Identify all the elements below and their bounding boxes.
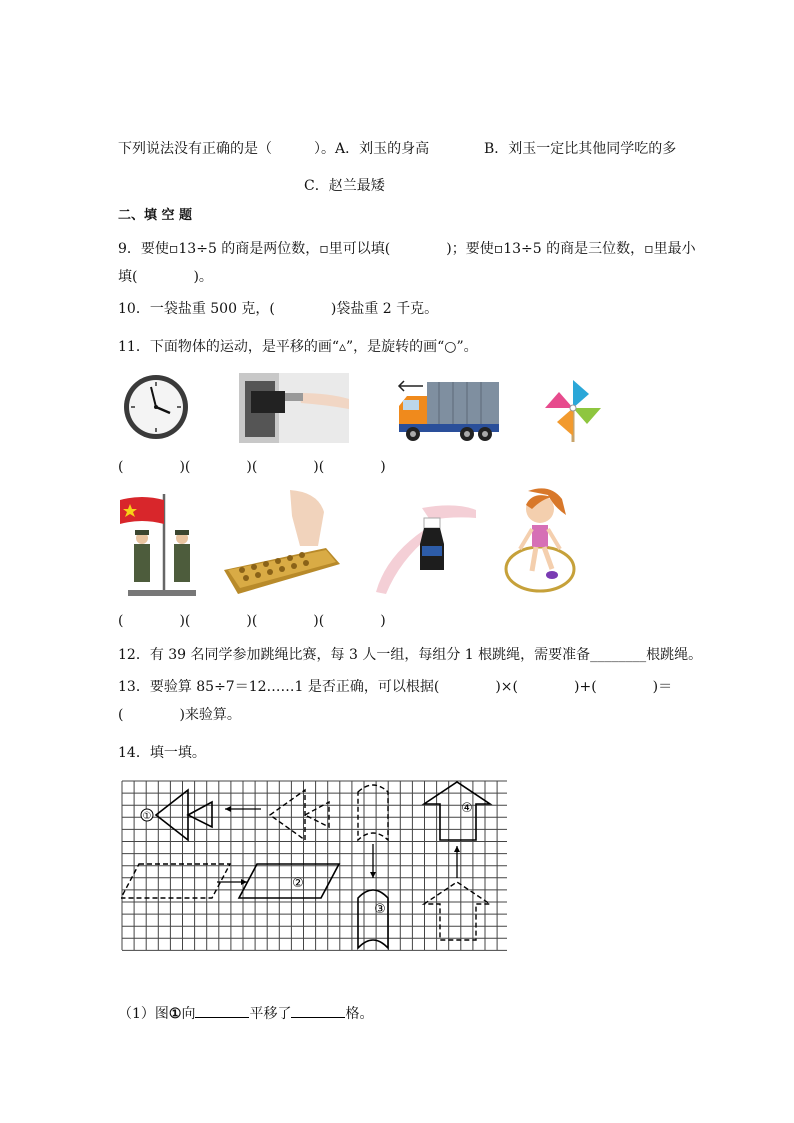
- q8-option-b: B．刘玉一定比其他同学吃的多: [484, 141, 677, 157]
- shape1-solid: [156, 790, 212, 840]
- q11-text: 11．下面物体的运动，是平移的画“▵”，是旋转的画“○”。: [118, 339, 478, 355]
- sub1-blank-direction[interactable]: [195, 1003, 249, 1018]
- sub1-shape-number: ①: [168, 1006, 182, 1022]
- drawer-icon: [239, 373, 349, 443]
- jump-rope-girl-icon: [502, 485, 580, 597]
- label-shape4: ④: [461, 801, 473, 816]
- truck-icon: [395, 378, 501, 444]
- translation-grid: [121, 780, 509, 952]
- pinwheel-icon: [543, 378, 605, 442]
- q8-text: 下列说法没有正确的是（ ）。A．刘玉的身高: [118, 141, 430, 157]
- row1-answer-blanks[interactable]: ( )( )( )( ): [118, 459, 386, 475]
- q10-text: 10．一袋盐重 500 克，( )袋盐重 2 千克。: [118, 301, 439, 317]
- q13-line2: ( )来验算。: [118, 707, 241, 723]
- shape3-solid: [358, 890, 388, 948]
- flag-raising-icon: [120, 490, 200, 600]
- clock-icon: [122, 373, 190, 441]
- q12-text: 12．有 39 名同学参加跳绳比赛，每 3 人一组，每组分 1 根跳绳，需要准备________根跳绳。: [118, 647, 703, 663]
- shape2-solid: [239, 864, 339, 898]
- abacus-icon: [222, 490, 340, 598]
- shape2-dashed: [121, 864, 230, 898]
- bottle-opening-icon: [366, 496, 478, 596]
- row2-answer-blanks[interactable]: ( )( )( )( ): [118, 613, 386, 629]
- sub1-mid1: 向: [181, 1006, 196, 1022]
- label-shape3: ③: [374, 902, 386, 917]
- sub1-suffix: 格。: [345, 1006, 374, 1022]
- sub1-line: [118, 1003, 373, 1023]
- q13-line1: 13．要验算 85÷7＝12……1 是否正确，可以根据( )×( )+( )＝: [118, 679, 673, 695]
- q14-text: 14．填一填。: [118, 745, 206, 761]
- q9-line2: 填( )。: [118, 269, 213, 285]
- q8-option-c: C．赵兰最矮: [304, 178, 385, 194]
- sub1-blank-count[interactable]: [291, 1003, 345, 1018]
- shape4-dashed: [424, 882, 490, 940]
- shape4-solid: [424, 782, 490, 840]
- section-title: 二、填 空 题: [118, 208, 193, 223]
- label-shape2: ②: [292, 876, 304, 891]
- sub1-mid2: 平移了: [249, 1006, 292, 1022]
- q9-line1: 9．要使▫13÷5 的商是两位数，▫里可以填( )；要使▫13÷5 的商是三位数，▫里最小: [118, 241, 696, 257]
- label-shape1: ①: [142, 811, 152, 822]
- sub1-prefix: （1）图: [118, 1006, 169, 1022]
